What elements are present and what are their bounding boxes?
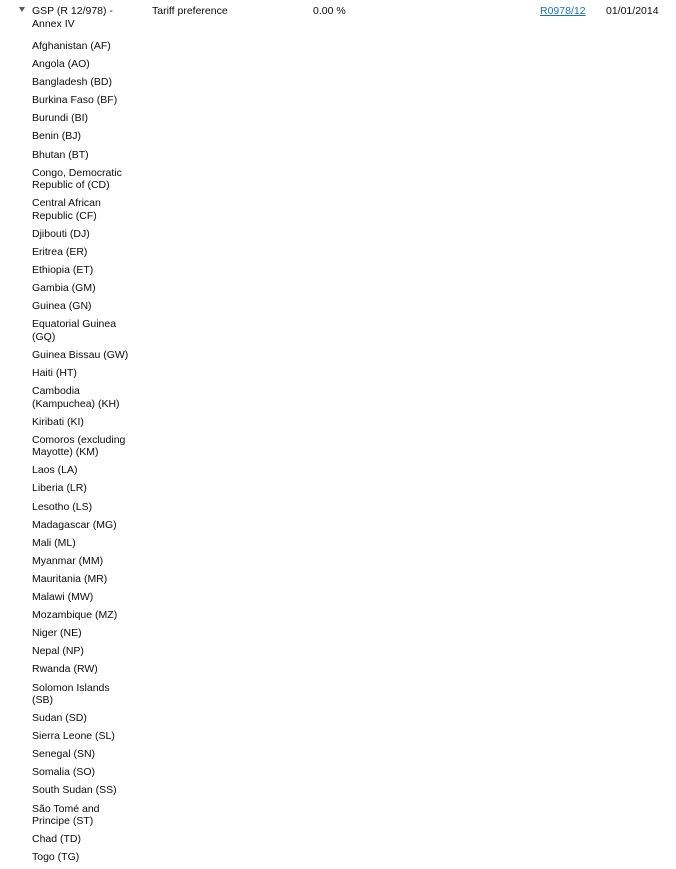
geographical-area-name: GSP (R 12/978) - Annex IV bbox=[32, 5, 113, 30]
measure-type: Tariff preference bbox=[152, 5, 228, 17]
country-item: Nepal (NP) bbox=[32, 645, 84, 658]
member-country-list bbox=[32, 40, 132, 869]
country-item: Bhutan (BT) bbox=[32, 148, 89, 161]
country-item: Liberia (LR) bbox=[32, 482, 87, 495]
country-item: Gambia (GM) bbox=[32, 282, 96, 295]
country-item: Ethiopia (ET) bbox=[32, 264, 94, 277]
country-item: Bangladesh (BD) bbox=[32, 76, 112, 89]
country-item: Somalia (SO) bbox=[32, 766, 96, 779]
country-item: Sierra Leone (SL) bbox=[32, 730, 115, 743]
country-item: Mali (ML) bbox=[32, 536, 76, 549]
country-item: Eritrea (ER) bbox=[32, 245, 88, 258]
country-item: Togo (TG) bbox=[32, 851, 80, 864]
triangle-down-icon[interactable] bbox=[19, 7, 25, 12]
duty-rate: 0.00 % bbox=[313, 5, 346, 17]
country-item: Solomon Islands (SB) bbox=[32, 681, 110, 706]
country-item: Afghanistan (AF) bbox=[32, 40, 111, 52]
country-item: Haiti (HT) bbox=[32, 367, 77, 379]
country-item: Guinea Bissau (GW) bbox=[32, 348, 129, 361]
country-item: Cambodia (Kampuchea) (KH) bbox=[32, 385, 120, 410]
measure-row bbox=[0, 0, 676, 36]
regulation-link[interactable]: R0978/12 bbox=[540, 5, 586, 17]
country-item: Malawi (MW) bbox=[32, 591, 94, 604]
country-item: Mozambique (MZ) bbox=[32, 609, 118, 622]
country-item: Rwanda (RW) bbox=[32, 663, 98, 676]
country-item: Burkina Faso (BF) bbox=[32, 94, 118, 107]
country-item: Djibouti (DJ) bbox=[32, 227, 90, 240]
country-item: Niger (NE) bbox=[32, 627, 82, 640]
country-item: Comoros (excluding Mayotte) (KM) bbox=[32, 433, 126, 459]
country-item: Sudan (SD) bbox=[32, 712, 87, 725]
country-item: South Sudan (SS) bbox=[32, 784, 117, 797]
country-item: Benin (BJ) bbox=[32, 130, 82, 143]
country-item: Madagascar (MG) bbox=[32, 518, 117, 531]
country-item: São Tomé and Principe (ST) bbox=[32, 802, 100, 828]
country-item: Laos (LA) bbox=[32, 464, 78, 477]
country-item: Myanmar (MM) bbox=[32, 554, 104, 567]
country-item: Congo, Democratic Republic of (CD) bbox=[32, 166, 122, 192]
country-item: Mauritania (MR) bbox=[32, 572, 108, 585]
country-item: Angola (AO) bbox=[32, 58, 90, 71]
country-item: Central African Republic (CF) bbox=[32, 197, 101, 222]
country-item: Kiribati (KI) bbox=[32, 415, 84, 428]
country-item: Equatorial Guinea (GQ) bbox=[32, 318, 117, 343]
country-item: Burundi (BI) bbox=[32, 112, 89, 125]
country-item: Lesotho (LS) bbox=[32, 500, 93, 513]
country-item: Guinea (GN) bbox=[32, 300, 92, 313]
country-item: Chad (TD) bbox=[32, 833, 82, 846]
country-item: Senegal (SN) bbox=[32, 748, 96, 761]
start-date: 01/01/2014 bbox=[606, 5, 659, 17]
